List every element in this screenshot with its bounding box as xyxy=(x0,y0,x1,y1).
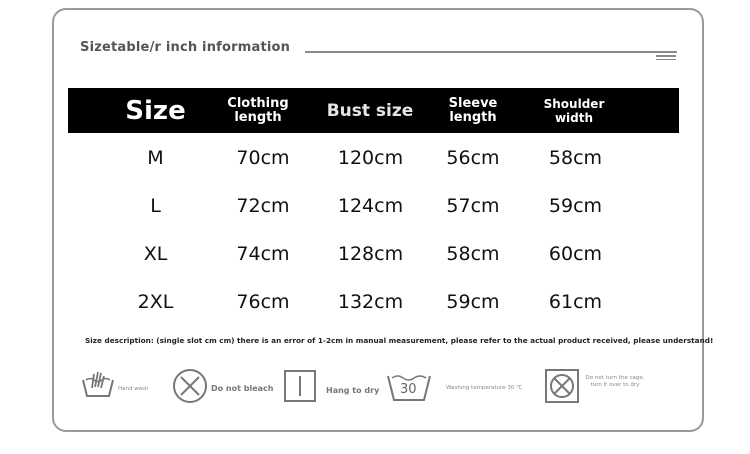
no-bleach-label: Do not bleach xyxy=(211,384,274,393)
shoulder-width-cell: 60cm xyxy=(548,243,603,265)
sleeve-length-cell: 59cm xyxy=(446,291,500,313)
hand-wash-icon xyxy=(80,368,116,408)
column-header-clothing-length: Clothing length xyxy=(227,95,289,125)
bust-size-cell: 128cm xyxy=(337,243,404,265)
sleeve-length-cell: 58cm xyxy=(446,243,500,265)
size-cell: M xyxy=(147,147,164,169)
menu-lines-icon xyxy=(656,55,676,62)
table-row xyxy=(68,182,679,230)
size-cell: L xyxy=(150,195,161,217)
shoulder-width-cell: 59cm xyxy=(548,195,603,217)
no-bleach-icon xyxy=(172,368,208,408)
wash-temperature-label: Washing temperature 30 ℃ xyxy=(446,385,523,391)
bust-size-cell: 124cm xyxy=(337,195,404,217)
table-row xyxy=(68,230,679,278)
table-row xyxy=(68,134,679,182)
size-cell: 2XL xyxy=(137,291,174,313)
table-row xyxy=(68,278,679,326)
clothing-length-cell: 70cm xyxy=(236,147,290,169)
column-header-bust-size: Bust size xyxy=(326,100,414,121)
clothing-length-cell: 74cm xyxy=(236,243,290,265)
wash-temperature-value: 30 xyxy=(400,382,417,397)
column-header-shoulder-width: Shoulder width xyxy=(543,96,605,125)
clothing-length-cell: 76cm xyxy=(236,291,290,313)
no-tumble-dry-icon xyxy=(544,368,580,408)
wash-temperature-icon xyxy=(386,368,432,408)
hang-dry-icon xyxy=(283,368,317,408)
bust-size-cell: 132cm xyxy=(337,291,404,313)
page-title: Sizetable/r inch information xyxy=(80,40,291,55)
divider xyxy=(305,51,677,53)
size-description-note: Size description: (single slot cm cm) there is an error of 1-2cm in manual measurement, please refer to the actual product received, please understand! xyxy=(85,336,714,345)
hand-wash-label: Hand wash xyxy=(118,386,149,392)
table-header xyxy=(68,88,679,133)
size-cell: XL xyxy=(143,243,168,265)
column-header-sleeve-length: Sleeve length xyxy=(448,95,498,125)
column-header-size: Size xyxy=(125,95,186,126)
shoulder-width-cell: 58cm xyxy=(548,147,603,169)
bust-size-cell: 120cm xyxy=(337,147,404,169)
hang-dry-label: Hang to dry xyxy=(326,386,380,395)
no-tumble-dry-label: Do not turn the cage, turn it over to dry xyxy=(585,375,645,388)
shoulder-width-cell: 61cm xyxy=(548,291,603,313)
sleeve-length-cell: 56cm xyxy=(446,147,500,169)
clothing-length-cell: 72cm xyxy=(236,195,290,217)
sleeve-length-cell: 57cm xyxy=(446,195,500,217)
